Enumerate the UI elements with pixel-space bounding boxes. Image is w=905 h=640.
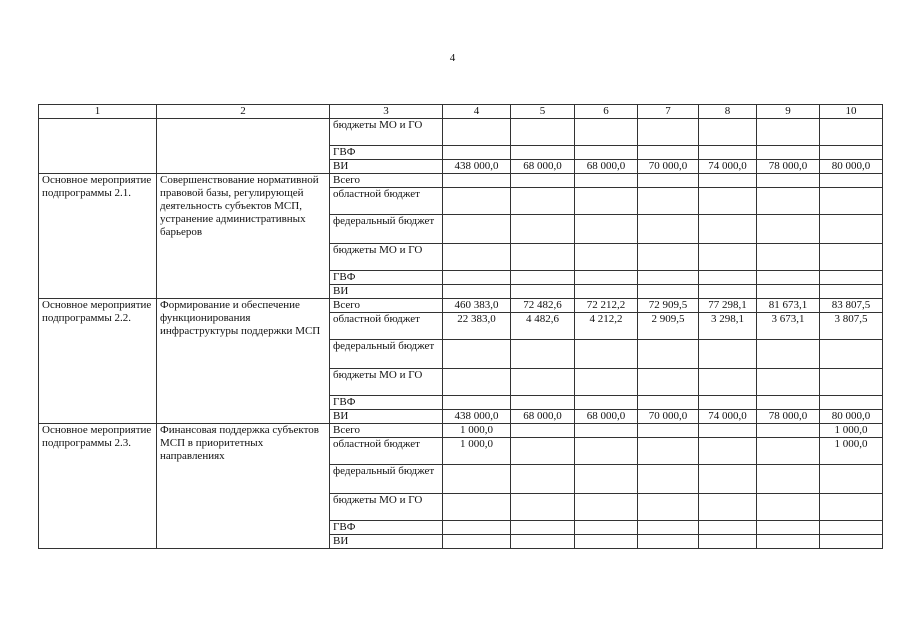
value-cell bbox=[699, 521, 757, 535]
column-header: 9 bbox=[757, 105, 820, 119]
value-cell bbox=[820, 146, 883, 160]
value-cell bbox=[638, 215, 699, 244]
funding-source: Всего bbox=[330, 174, 443, 188]
funding-source: бюджеты МО и ГО bbox=[330, 494, 443, 521]
value-cell bbox=[575, 535, 638, 549]
value-cell: 4 482,6 bbox=[511, 313, 575, 340]
value-cell bbox=[443, 146, 511, 160]
column-header: 4 bbox=[443, 105, 511, 119]
value-cell bbox=[575, 271, 638, 285]
column-header: 2 bbox=[157, 105, 330, 119]
value-cell bbox=[443, 465, 511, 494]
page-number: 4 bbox=[449, 52, 456, 64]
value-cell: 22 383,0 bbox=[443, 313, 511, 340]
funding-source: бюджеты МО и ГО bbox=[330, 369, 443, 396]
value-cell: 438 000,0 bbox=[443, 160, 511, 174]
value-cell: 83 807,5 bbox=[820, 299, 883, 313]
value-cell bbox=[575, 174, 638, 188]
value-cell: 80 000,0 bbox=[820, 410, 883, 424]
value-cell bbox=[443, 271, 511, 285]
value-cell: 70 000,0 bbox=[638, 410, 699, 424]
value-cell bbox=[757, 174, 820, 188]
value-cell bbox=[757, 119, 820, 146]
value-cell bbox=[757, 369, 820, 396]
value-cell bbox=[757, 188, 820, 215]
value-cell bbox=[443, 521, 511, 535]
column-header: 6 bbox=[575, 105, 638, 119]
value-cell bbox=[638, 244, 699, 271]
value-cell bbox=[699, 119, 757, 146]
value-cell bbox=[511, 146, 575, 160]
value-cell bbox=[443, 396, 511, 410]
funding-source: ГВФ bbox=[330, 521, 443, 535]
description-cell: Формирование и обеспечение функционирования инфраструктуры поддержки МСП bbox=[157, 299, 330, 424]
value-cell bbox=[443, 244, 511, 271]
value-cell bbox=[511, 271, 575, 285]
value-cell bbox=[638, 396, 699, 410]
value-cell bbox=[575, 424, 638, 438]
value-cell bbox=[638, 340, 699, 369]
value-cell bbox=[511, 188, 575, 215]
value-cell bbox=[575, 521, 638, 535]
value-cell bbox=[820, 174, 883, 188]
value-cell bbox=[820, 369, 883, 396]
value-cell bbox=[699, 369, 757, 396]
budget-table-body bbox=[39, 119, 883, 549]
value-cell: 74 000,0 bbox=[699, 410, 757, 424]
value-cell: 68 000,0 bbox=[575, 160, 638, 174]
value-cell bbox=[757, 535, 820, 549]
value-cell bbox=[511, 535, 575, 549]
activity-cell: Основное мероприятие подпрограммы 2.3. bbox=[39, 424, 157, 549]
value-cell: 460 383,0 bbox=[443, 299, 511, 313]
description-cell: Совершенствование нормативной правовой базы, регулирующей деятельность субъектов МСП, устранение административных барьеров bbox=[157, 174, 330, 299]
value-cell: 1 000,0 bbox=[820, 424, 883, 438]
value-cell bbox=[443, 188, 511, 215]
funding-source: ВИ bbox=[330, 535, 443, 549]
value-cell bbox=[575, 369, 638, 396]
value-cell bbox=[757, 465, 820, 494]
value-cell bbox=[820, 285, 883, 299]
funding-source: ГВФ bbox=[330, 396, 443, 410]
value-cell bbox=[575, 188, 638, 215]
value-cell bbox=[820, 494, 883, 521]
value-cell: 81 673,1 bbox=[757, 299, 820, 313]
value-cell bbox=[699, 271, 757, 285]
funding-source: ВИ bbox=[330, 285, 443, 299]
value-cell bbox=[757, 271, 820, 285]
value-cell bbox=[511, 465, 575, 494]
value-cell bbox=[443, 285, 511, 299]
value-cell bbox=[638, 424, 699, 438]
value-cell bbox=[820, 340, 883, 369]
value-cell bbox=[443, 215, 511, 244]
value-cell bbox=[638, 494, 699, 521]
value-cell bbox=[443, 340, 511, 369]
table-row bbox=[39, 299, 883, 313]
value-cell bbox=[511, 369, 575, 396]
value-cell: 72 212,2 bbox=[575, 299, 638, 313]
value-cell bbox=[638, 438, 699, 465]
value-cell bbox=[699, 535, 757, 549]
column-header: 5 bbox=[511, 105, 575, 119]
value-cell bbox=[757, 494, 820, 521]
value-cell bbox=[699, 215, 757, 244]
funding-source: областной бюджет bbox=[330, 438, 443, 465]
value-cell bbox=[638, 146, 699, 160]
value-cell bbox=[575, 119, 638, 146]
value-cell bbox=[511, 244, 575, 271]
value-cell: 438 000,0 bbox=[443, 410, 511, 424]
value-cell: 3 807,5 bbox=[820, 313, 883, 340]
value-cell: 3 298,1 bbox=[699, 313, 757, 340]
activity-cell: Основное мероприятие подпрограммы 2.2. bbox=[39, 299, 157, 424]
value-cell bbox=[443, 494, 511, 521]
value-cell: 1 000,0 bbox=[443, 424, 511, 438]
value-cell: 68 000,0 bbox=[511, 410, 575, 424]
value-cell bbox=[443, 369, 511, 396]
value-cell bbox=[638, 119, 699, 146]
funding-source: федеральный бюджет bbox=[330, 340, 443, 369]
value-cell bbox=[575, 244, 638, 271]
value-cell: 4 212,2 bbox=[575, 313, 638, 340]
funding-source: бюджеты МО и ГО bbox=[330, 244, 443, 271]
value-cell bbox=[699, 188, 757, 215]
value-cell bbox=[699, 285, 757, 299]
value-cell bbox=[699, 244, 757, 271]
column-header: 7 bbox=[638, 105, 699, 119]
value-cell bbox=[757, 146, 820, 160]
table-row bbox=[39, 424, 883, 438]
value-cell bbox=[443, 174, 511, 188]
funding-source: Всего bbox=[330, 299, 443, 313]
value-cell bbox=[820, 465, 883, 494]
value-cell bbox=[511, 521, 575, 535]
funding-source: областной бюджет bbox=[330, 188, 443, 215]
table-row bbox=[39, 174, 883, 188]
value-cell: 78 000,0 bbox=[757, 160, 820, 174]
value-cell bbox=[575, 396, 638, 410]
value-cell bbox=[511, 174, 575, 188]
value-cell: 74 000,0 bbox=[699, 160, 757, 174]
value-cell bbox=[699, 146, 757, 160]
value-cell: 1 000,0 bbox=[443, 438, 511, 465]
value-cell bbox=[757, 285, 820, 299]
value-cell bbox=[511, 215, 575, 244]
value-cell bbox=[757, 244, 820, 271]
value-cell bbox=[820, 271, 883, 285]
activity-cell bbox=[39, 119, 157, 174]
value-cell bbox=[757, 340, 820, 369]
value-cell bbox=[638, 521, 699, 535]
value-cell bbox=[511, 494, 575, 521]
value-cell bbox=[511, 340, 575, 369]
value-cell bbox=[820, 521, 883, 535]
funding-source: ВИ bbox=[330, 410, 443, 424]
value-cell bbox=[699, 396, 757, 410]
value-cell bbox=[638, 465, 699, 494]
table-row bbox=[39, 119, 883, 146]
value-cell bbox=[820, 119, 883, 146]
value-cell bbox=[638, 271, 699, 285]
value-cell bbox=[820, 535, 883, 549]
value-cell bbox=[699, 340, 757, 369]
funding-source: областной бюджет bbox=[330, 313, 443, 340]
value-cell: 70 000,0 bbox=[638, 160, 699, 174]
column-header: 3 bbox=[330, 105, 443, 119]
funding-source: ГВФ bbox=[330, 146, 443, 160]
value-cell bbox=[820, 396, 883, 410]
value-cell bbox=[757, 215, 820, 244]
value-cell bbox=[575, 146, 638, 160]
value-cell bbox=[638, 188, 699, 215]
table-header-row bbox=[39, 105, 883, 119]
value-cell bbox=[511, 285, 575, 299]
column-header: 1 bbox=[39, 105, 157, 119]
value-cell bbox=[638, 174, 699, 188]
value-cell bbox=[820, 188, 883, 215]
column-header: 10 bbox=[820, 105, 883, 119]
value-cell bbox=[575, 215, 638, 244]
value-cell bbox=[575, 494, 638, 521]
value-cell bbox=[699, 174, 757, 188]
funding-source: ГВФ bbox=[330, 271, 443, 285]
funding-source: бюджеты МО и ГО bbox=[330, 119, 443, 146]
value-cell bbox=[699, 465, 757, 494]
value-cell bbox=[757, 424, 820, 438]
value-cell bbox=[757, 438, 820, 465]
value-cell bbox=[820, 215, 883, 244]
value-cell bbox=[443, 535, 511, 549]
column-header: 8 bbox=[699, 105, 757, 119]
funding-source: федеральный бюджет bbox=[330, 465, 443, 494]
value-cell: 72 482,6 bbox=[511, 299, 575, 313]
value-cell bbox=[575, 285, 638, 299]
value-cell: 77 298,1 bbox=[699, 299, 757, 313]
value-cell: 1 000,0 bbox=[820, 438, 883, 465]
value-cell bbox=[820, 244, 883, 271]
value-cell bbox=[511, 396, 575, 410]
description-cell: Финансовая поддержка субъектов МСП в приоритетных направлениях bbox=[157, 424, 330, 549]
funding-source: ВИ bbox=[330, 160, 443, 174]
funding-source: федеральный бюджет bbox=[330, 215, 443, 244]
value-cell bbox=[638, 535, 699, 549]
value-cell: 78 000,0 bbox=[757, 410, 820, 424]
value-cell: 68 000,0 bbox=[575, 410, 638, 424]
value-cell bbox=[699, 494, 757, 521]
value-cell bbox=[699, 438, 757, 465]
value-cell bbox=[699, 424, 757, 438]
activity-cell: Основное мероприятие подпрограммы 2.1. bbox=[39, 174, 157, 299]
value-cell: 3 673,1 bbox=[757, 313, 820, 340]
value-cell: 68 000,0 bbox=[511, 160, 575, 174]
value-cell bbox=[757, 396, 820, 410]
value-cell bbox=[511, 424, 575, 438]
value-cell: 72 909,5 bbox=[638, 299, 699, 313]
budget-table bbox=[38, 104, 883, 549]
description-cell bbox=[157, 119, 330, 174]
value-cell bbox=[575, 340, 638, 369]
value-cell: 2 909,5 bbox=[638, 313, 699, 340]
funding-source: Всего bbox=[330, 424, 443, 438]
value-cell bbox=[638, 285, 699, 299]
value-cell bbox=[443, 119, 511, 146]
value-cell bbox=[511, 119, 575, 146]
value-cell: 80 000,0 bbox=[820, 160, 883, 174]
value-cell bbox=[575, 438, 638, 465]
value-cell bbox=[575, 465, 638, 494]
value-cell bbox=[757, 521, 820, 535]
value-cell bbox=[638, 369, 699, 396]
value-cell bbox=[511, 438, 575, 465]
